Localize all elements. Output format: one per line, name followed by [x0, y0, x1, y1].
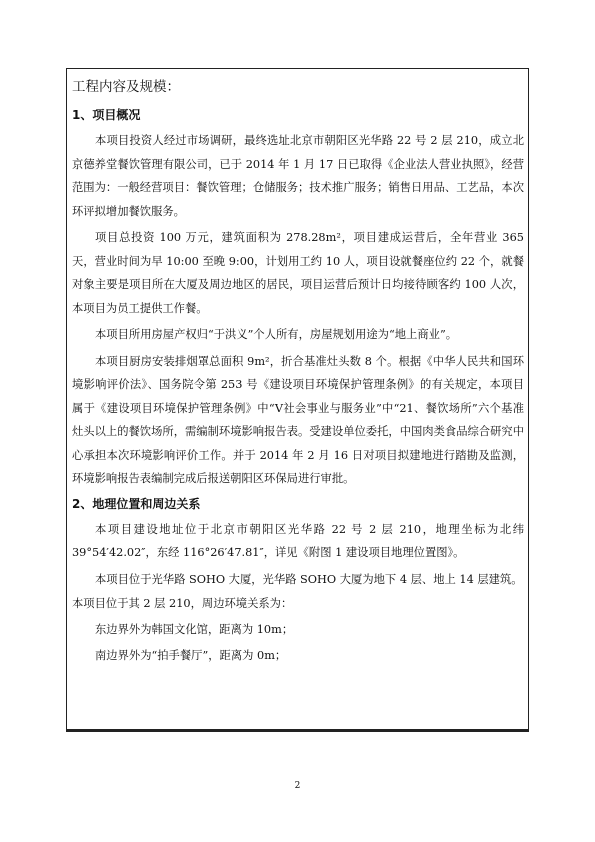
location-line-surroundings: 本项目位于其 2 层 210，周边环境关系为：	[72, 597, 293, 610]
location-line-east: 东边界外为韩国文化馆，距离为 10m；	[95, 623, 294, 636]
location-paragraph-2: 本项目位于光华路 SOHO 大厦，光华路 SOHO 大厦为地下 4 层、地上 14 层建筑。	[95, 572, 523, 586]
document-body	[72, 72, 524, 668]
section-title-location: 2、地理位置和周边关系	[72, 496, 201, 511]
overview-paragraph-2: 项目总投资 100 万元，建筑面积为 278.28m²，项目建成运营后，全年营业 365 天，营业时间为早 10:00 至晚 9:00，计划用工约 10 人，项目设就餐座位约 22 个，就餐对象主要是项目所在大厦及周边地区的居民，项目运营后预计日均接待顾客约 100 人次，本项目为员工提供工作餐。	[72, 231, 524, 315]
frame-bottom-rule	[66, 729, 529, 732]
overview-paragraph-4: 本项目厨房安装排烟罩总面积 9m²，折合基准灶头数 8 个。根据《中华人民共和国环境影响评价法》、国务院令第 253 号《建设项目环境保护管理条例》的有关规定，本项目属于《建设项目环境保护管理条例》中“Ⅴ社会事业与服务业”中“21、餐饮场所”六个基准灶头以上的餐饮场所，需编制环境影响报告表。受建设单位委托，中国肉类食品综合研究中心承担本次环境影响评价工作。并于 2014 年 2 月 16 日对项目拟建地进行踏勘及监测，环境影响报告表编制完成后报送朝阳区环保局进行审批。	[72, 354, 524, 485]
overview-paragraph-1: 本项目投资人经过市场调研，最终选址北京市朝阳区光华路 22 号 2 层 210，成立北京德养堂餐饮管理有限公司，已于 2014 年 1 月 17 日已取得《企业法人营业执照》，经营范围为：一般经营项目：餐饮管理；仓储服务；技术推广服务；销售日用品、工艺品，本次环评拟增加餐饮服务。	[72, 134, 524, 218]
overview-paragraph-3: 本项目所用房屋产权归“于洪义”个人所有，房屋规划用途为“地上商业”。	[95, 328, 458, 341]
location-line-south: 南边界外为“拍手餐厅”，距离为 0m；	[95, 649, 287, 662]
page-number: 2	[294, 781, 301, 791]
page-heading: 工程内容及规模：	[72, 79, 180, 95]
location-paragraph-1: 本项目建设地址位于北京市朝阳区光华路 22 号 2 层 210，地理坐标为北纬 39°54′42.02″，东经 116°26′47.81″，详见《附图 1 建设项目地理位置图》。	[72, 522, 524, 559]
section-title-overview: 1、项目概况	[72, 108, 141, 122]
